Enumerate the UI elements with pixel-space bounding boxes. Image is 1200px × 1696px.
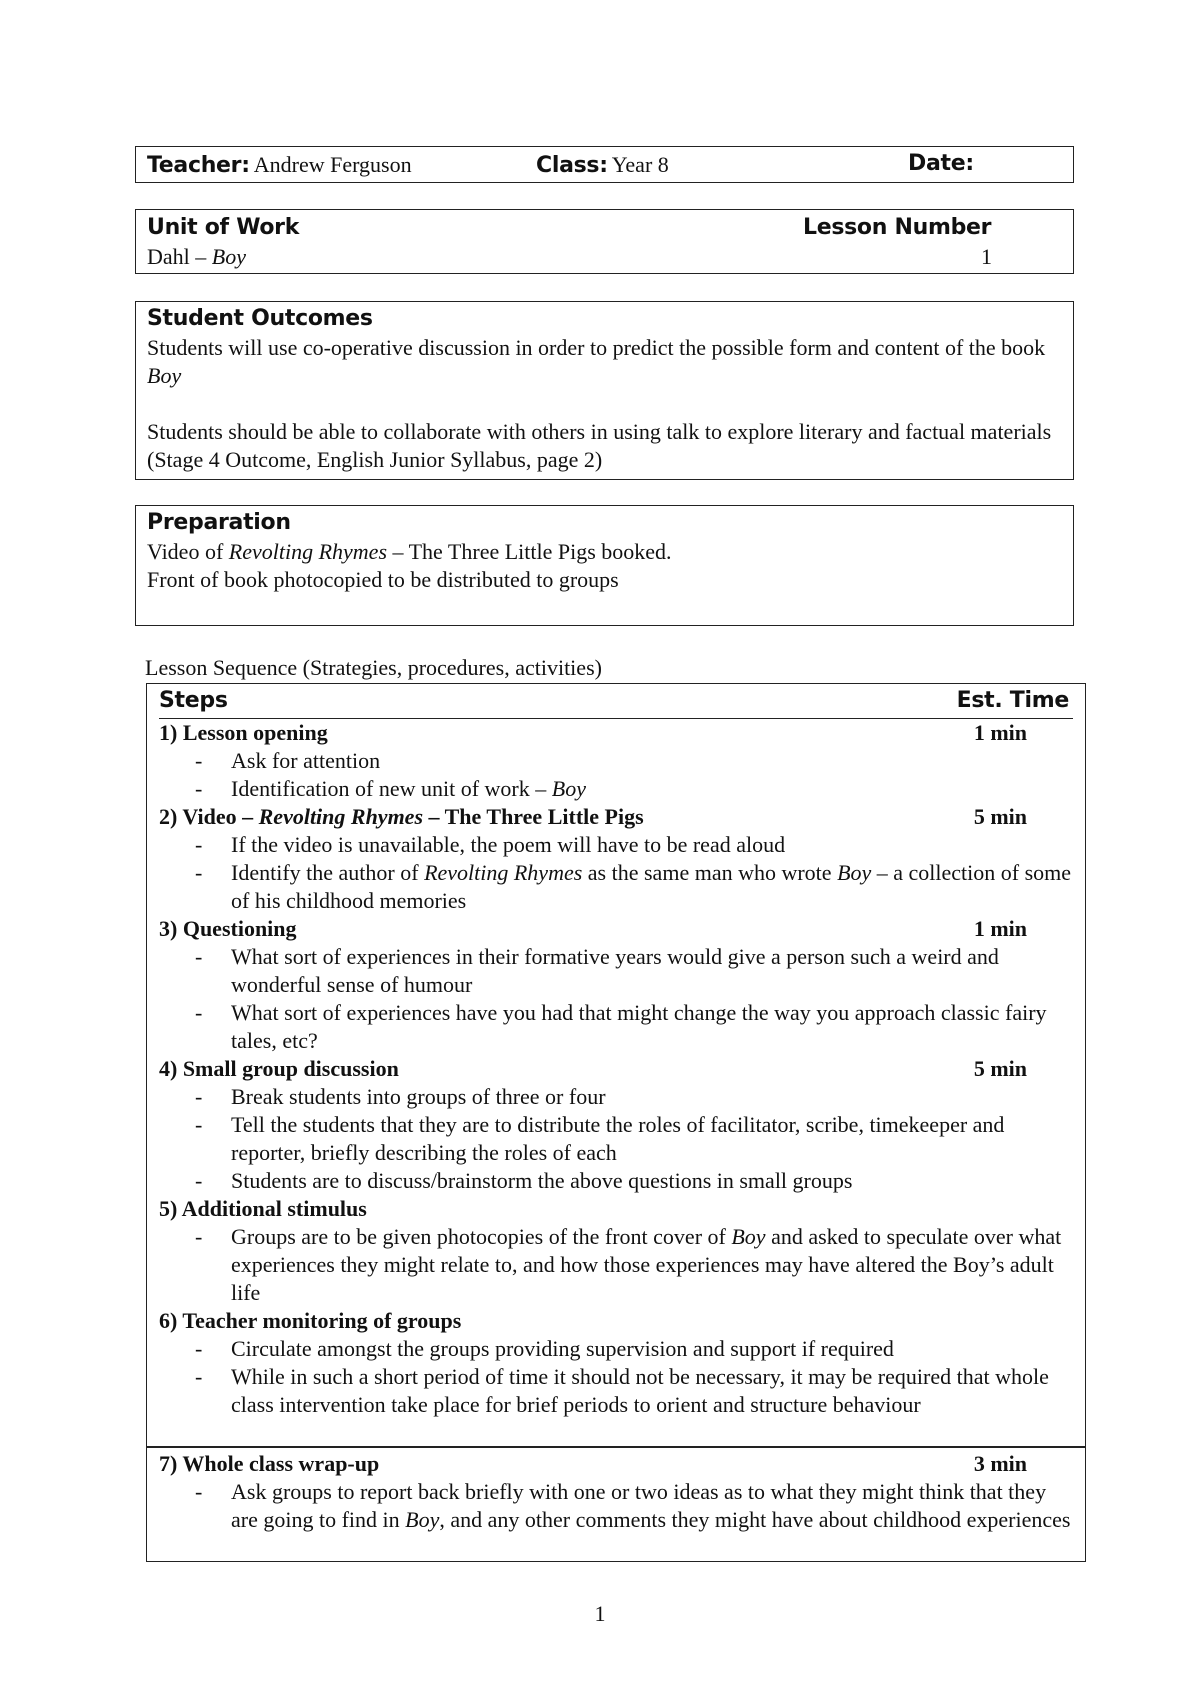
teacher-label: Teacher: [147,153,250,178]
unit-value [147,243,246,271]
outcomes-title: Student Outcomes [147,306,373,331]
bullet-text: What sort of experiences have you had that might change the way you approach classic fairy tales, etc? [231,1000,1047,1053]
dash: - [195,1168,203,1193]
bullet-text: Break students into groups of three or four [231,1084,606,1109]
outcome-paragraph-1 [147,334,1063,390]
step-title [159,1055,1075,1083]
bullet-italic: Boy [731,1224,766,1249]
lesson-sequence-caption: Lesson Sequence (Strategies, procedures, activities) [145,655,602,680]
bullet-text: Identify the author of [231,860,425,885]
preparation-box [135,505,1074,626]
outcome-paragraph-2: Students should be able to collaborate with others in using talk to explore literary and factual materials (Stage 4 Outcome, English Junior Syllabus, page 2) [147,419,1052,472]
step-1-time: 1 min [973,720,1027,745]
dash: - [195,944,203,969]
list-item [159,1083,1075,1111]
page-number: 1 [594,1601,606,1626]
sequence-divider [147,1446,1085,1448]
lesson-sequence-table [146,683,1086,1562]
step-2-title-suffix: – The Three Little Pigs [423,804,644,829]
bullet-text: Identification of new unit of work – [231,776,552,801]
bullet-text: – a collection of some of his childhood memories [231,860,1072,913]
step-title [159,1195,1075,1223]
step-5 [159,1195,1075,1307]
bullet-text: What sort of experiences in their formative years would give a person such a weird and wonderful sense of humour [231,944,999,997]
dash: - [195,832,203,857]
step-3-title: 3) Questioning [159,916,297,941]
preparation-line-2: Front of book photocopied to be distributed to groups [147,567,619,592]
preparation-title: Preparation [147,510,291,535]
dash: - [195,1479,203,1504]
bullet-text: While in such a short period of time it should not be necessary, it may be required that whole class intervention take place for brief periods to orient and structure behaviour [231,1364,1049,1417]
sequence-header [159,688,1073,719]
bullet-italic: Boy [405,1507,440,1532]
step-2 [159,803,1075,915]
outcome-1-book: Boy [147,363,182,388]
list-item [159,1167,1075,1195]
list-item [159,831,1075,859]
step-7 [159,1450,1075,1534]
class-value: Year 8 [611,152,669,177]
lesson-number-label: Lesson Number [803,215,992,240]
list-item [159,999,1075,1055]
bullet-text: If the video is unavailable, the poem will have to be read aloud [231,832,786,857]
dash: - [195,1224,203,1249]
step-4-time: 5 min [973,1056,1027,1081]
bullet-text: Ask for attention [231,748,381,773]
step-2-time: 5 min [973,804,1027,829]
step-1 [159,719,1075,803]
dash: - [195,748,203,773]
list-item [159,859,1075,915]
student-outcomes-box [135,301,1074,480]
step-3-time: 1 min [973,916,1027,941]
list-item [159,1363,1075,1419]
list-item [159,1223,1075,1307]
dash: - [195,1336,203,1361]
bullet-text: Ask groups to report back briefly with one or two ideas as to what they might think that they are going to find in [231,1479,1047,1532]
date-label: Date: [908,151,974,176]
list-item [159,775,1075,803]
prep-1-prefix: Video of [147,539,229,564]
bullet-italic: Boy [837,860,872,885]
step-title [159,1450,1075,1478]
list-item [159,747,1075,775]
step-title [159,1307,1075,1335]
step-2-title-italic: Revolting Rhymes [258,804,424,829]
step-4-title: 4) Small group discussion [159,1056,399,1081]
step-1-title: 1) Lesson opening [159,720,328,745]
step-2-title: 2) Video – [159,804,259,829]
step-7-time: 3 min [973,1451,1027,1476]
bullet-text: Circulate amongst the groups providing supervision and support if required [231,1336,894,1361]
bullet-italic: Revolting Rhymes [424,860,583,885]
bullet-text: Tell the students that they are to distribute the roles of facilitator, scribe, timekeeper and reporter, briefly describing the roles of each [231,1112,1005,1165]
dash: - [195,860,203,885]
list-item [159,1111,1075,1167]
step-title [159,803,1075,831]
step-6 [159,1307,1075,1419]
preparation-line-1 [147,538,1063,566]
dash: - [195,1084,203,1109]
unit-box [135,209,1074,274]
bullet-text: Students are to discuss/brainstorm the above questions in small groups [231,1168,853,1193]
step-title [159,915,1075,943]
bullet-text: as the same man who wrote [582,860,838,885]
step-3 [159,915,1075,1055]
outcome-1-text: Students will use co-operative discussion in order to predict the possible form and content of the book [147,335,1046,360]
step-4 [159,1055,1075,1195]
list-item [159,1478,1075,1534]
class-label: Class: [536,153,608,178]
dash: - [195,776,203,801]
lesson-number-value: 1 [981,244,992,269]
dash: - [195,1112,203,1137]
bullet-text: and asked to speculate over what experiences they might relate to, and how those experiences may have altered the Boy’s adult life [231,1224,1062,1305]
date-field [908,151,974,176]
teacher-value: Andrew Ferguson [253,152,412,177]
steps-column-header: Steps [159,688,228,713]
unit-label: Unit of Work [147,215,300,240]
step-6-title: 6) Teacher monitoring of groups [159,1308,462,1333]
step-7-title: 7) Whole class wrap-up [159,1451,380,1476]
list-item [159,1335,1075,1363]
header-box [135,146,1074,183]
unit-author: Dahl – [147,244,212,269]
bullet-italic: Boy [551,776,586,801]
unit-book: Boy [211,244,246,269]
class-field [536,151,669,179]
dash: - [195,1364,203,1389]
prep-1-suffix: – The Three Little Pigs booked. [387,539,672,564]
step-title [159,719,1075,747]
bullet-text: Groups are to be given photocopies of the front cover of [231,1224,732,1249]
prep-1-italic: Revolting Rhymes [228,539,388,564]
bullet-text: , and any other comments they might have about childhood experiences [439,1507,1071,1532]
teacher-field [147,151,412,179]
list-item [159,943,1075,999]
step-5-title: 5) Additional stimulus [159,1196,367,1221]
dash: - [195,1000,203,1025]
est-time-column-header: Est. Time [956,688,1069,713]
